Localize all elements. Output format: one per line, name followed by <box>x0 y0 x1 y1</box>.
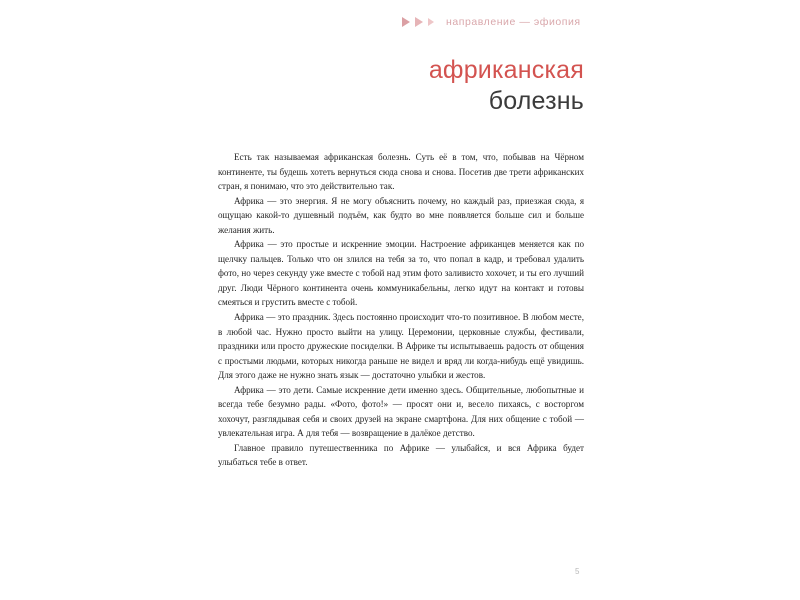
running-header-label: направление — эфиопия <box>446 16 581 28</box>
page-number: 5 <box>575 567 580 576</box>
body-paragraph: Африка — это дети. Самые искренние дети именно здесь. Общительные, любопытные и всегда тебе безумно рады. «Фото, фото!» — просят они и, весело пихаясь, с восторгом хохочут, разглядывая себя и своих друзей на экране смартфона. Для них общение с тобой — увлекательная игра. А для тебя — возвращение в далёкое детство. <box>218 384 584 439</box>
page-title-line-2: болезнь <box>488 87 584 115</box>
running-header <box>402 14 581 30</box>
body-text-column <box>218 150 584 470</box>
body-paragraph: Главное правило путешественника по Африке — улыбайся, и вся Африка будет улыбаться тебе в ответ. <box>218 442 584 468</box>
play-triangle-icon <box>402 17 410 27</box>
play-triangle-icon <box>415 17 423 27</box>
body-paragraph: Африка — это праздник. Здесь постоянно происходит что-то позитивное. В любом месте, в любой час. Нужно просто выйти на улицу. Церемонии, церковные службы, фестивали, праздники или просто дружеские посиделки. В Африке ты испытываешь радость от общения с простыми людьми, которых никогда раньше не видел и вряд ли когда-нибудь ещё увидишь. Для этого даже не нужно знать язык — достаточно улыбки и жестов. <box>218 312 584 381</box>
body-paragraph: Африка — это простые и искренние эмоции. Настроение африканцев меняется как по щелчку пальцев. Только что он злился на тебя за то, что попал в кадр, и требовал удалить фото, но через секунду уже вместе с тобой над этим фото заливисто хохочет, и ты его лучший друг. Люди Чёрного континента очень коммуникабельны, легко идут на контакт и готовы смеяться и грустить вместе с тобой. <box>218 239 584 308</box>
play-triangle-icon <box>428 18 434 26</box>
page-title-line-1: африканская <box>428 56 584 84</box>
page-title <box>200 56 584 116</box>
body-paragraph: Африка — это энергия. Я не могу объяснить почему, но каждый раз, приезжая сюда, я ощущаю какой-то душевный подъём, как будто во мне появляется больше сил и больше желания жить. <box>218 195 584 235</box>
body-paragraph: Есть так называемая африканская болезнь. Суть её в том, что, побывав на Чёрном континенте, ты будешь хотеть вернуться сюда снова и снова. Посетив две трети африканских стран, я понимаю, что это действительно так. <box>218 152 584 192</box>
